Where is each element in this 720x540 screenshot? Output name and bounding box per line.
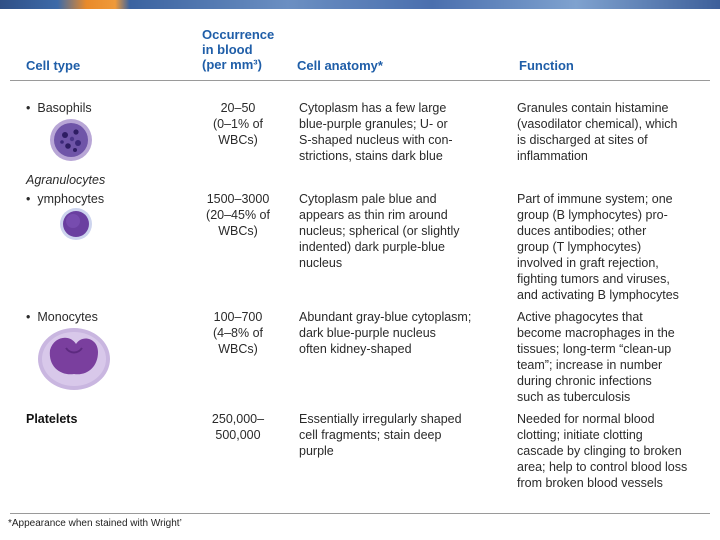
anatomy-line: S-shaped nucleus with con- [299, 133, 453, 147]
row-monocytes-anatomy [299, 309, 471, 357]
function-line: group (T lymphocytes) [517, 240, 642, 254]
header-cell-type: Cell type [26, 58, 81, 73]
occurrence-line: 250,000– [211, 412, 265, 426]
occurrence-line: (20–45% of [206, 208, 270, 222]
occurrence-line: WBCs) [218, 224, 258, 238]
anatomy-line: often kidney-shaped [299, 342, 412, 356]
occurrence-line: 20–50 [220, 101, 256, 115]
group-label-agranulocytes: Agranulocytes [26, 173, 106, 187]
function-line: Active phagocytes that [517, 310, 643, 324]
function-line: from broken blood vessels [517, 476, 663, 490]
row-basophils-name: • Basophils [26, 100, 92, 116]
anatomy-line: nucleus [299, 256, 343, 270]
function-line: Granules contain histamine [517, 101, 669, 115]
row-monocytes-name: • Monocytes [26, 309, 98, 325]
function-line: cascade by clinging to broken [517, 444, 682, 458]
basophil-cell-image [48, 117, 94, 163]
row-basophils-anatomy [299, 100, 453, 164]
function-line: Part of immune system; one [517, 192, 673, 206]
anatomy-line: Abundant gray-blue cytoplasm; [299, 310, 472, 324]
function-line: such as tuberculosis [517, 390, 631, 404]
decorative-header-band [0, 0, 720, 9]
row-monocytes-occurrence [196, 309, 280, 357]
header-occurrence-line1: Occurrence [202, 27, 275, 42]
function-line: is discharged at sites of [517, 133, 648, 147]
occurrence-line: (0–1% of [212, 117, 264, 131]
row-platelets-name: Platelets [26, 412, 78, 426]
row-platelets-function [517, 411, 687, 491]
row-basophils-occurrence [196, 100, 280, 148]
anatomy-line: nucleus; spherical (or slightly [299, 224, 460, 238]
anatomy-line: appears as thin rim around [299, 208, 448, 222]
occurrence-line: 500,000 [215, 428, 261, 442]
anatomy-line: blue-purple granules; U- or [299, 117, 448, 131]
footer-divider [10, 513, 710, 514]
anatomy-line: dark blue-purple nucleus [299, 326, 436, 340]
occurrence-line: WBCs) [218, 133, 258, 147]
function-line: tissues; long-term “clean-up [517, 342, 672, 356]
occurrence-line: 1500–3000 [206, 192, 270, 206]
header-occurrence-line3: (per mm³) [202, 57, 262, 72]
row-basophils-function [517, 100, 677, 164]
anatomy-line: strictions, stains dark blue [299, 149, 443, 163]
row-platelets-anatomy [299, 411, 462, 459]
header-occurrence-line2: in blood [202, 42, 253, 57]
monocyte-cell-image [36, 326, 112, 392]
header-cell-anatomy: Cell anatomy* [297, 58, 383, 73]
function-line: area; help to control blood loss [517, 460, 688, 474]
header-function: Function [519, 58, 574, 73]
function-line: Needed for normal blood [517, 412, 655, 426]
function-line: (vasodilator chemical), which [517, 117, 678, 131]
occurrence-line: (4–8% of [212, 326, 264, 340]
function-line: during chronic infections [517, 374, 652, 388]
anatomy-line: purple [299, 444, 334, 458]
function-line: and activating B lymphocytes [517, 288, 679, 302]
anatomy-line: Cytoplasm pale blue and [299, 192, 437, 206]
function-line: duces antibodies; other [517, 224, 647, 238]
lymphocyte-cell-image [58, 206, 94, 242]
function-line: fighting tumors and viruses, [517, 272, 670, 286]
occurrence-line: WBCs) [218, 342, 258, 356]
occurrence-line: 100–700 [213, 310, 263, 324]
row-lymphocytes-occurrence [196, 191, 280, 239]
header-occurrence [202, 27, 274, 72]
function-line: involved in graft rejection, [517, 256, 659, 270]
anatomy-line: Essentially irregularly shaped [299, 412, 462, 426]
row-lymphocytes-anatomy [299, 191, 460, 271]
row-monocytes-function [517, 309, 675, 405]
function-line: group (B lymphocytes) pro- [517, 208, 668, 222]
row-lymphocytes-name: • ymphocytes [26, 191, 104, 207]
anatomy-line: Cytoplasm has a few large [299, 101, 447, 115]
footnote: *Appearance when stained with Wright’ [8, 518, 182, 529]
function-line: clotting; initiate clotting [517, 428, 643, 442]
row-lymphocytes-function [517, 191, 679, 303]
header-divider [10, 80, 710, 81]
function-line: become macrophages in the [517, 326, 675, 340]
function-line: team”; increase in number [517, 358, 663, 372]
anatomy-line: cell fragments; stain deep [299, 428, 442, 442]
function-line: inflammation [517, 149, 588, 163]
anatomy-line: indented) dark purple-blue [299, 240, 445, 254]
row-platelets-occurrence [196, 411, 280, 443]
